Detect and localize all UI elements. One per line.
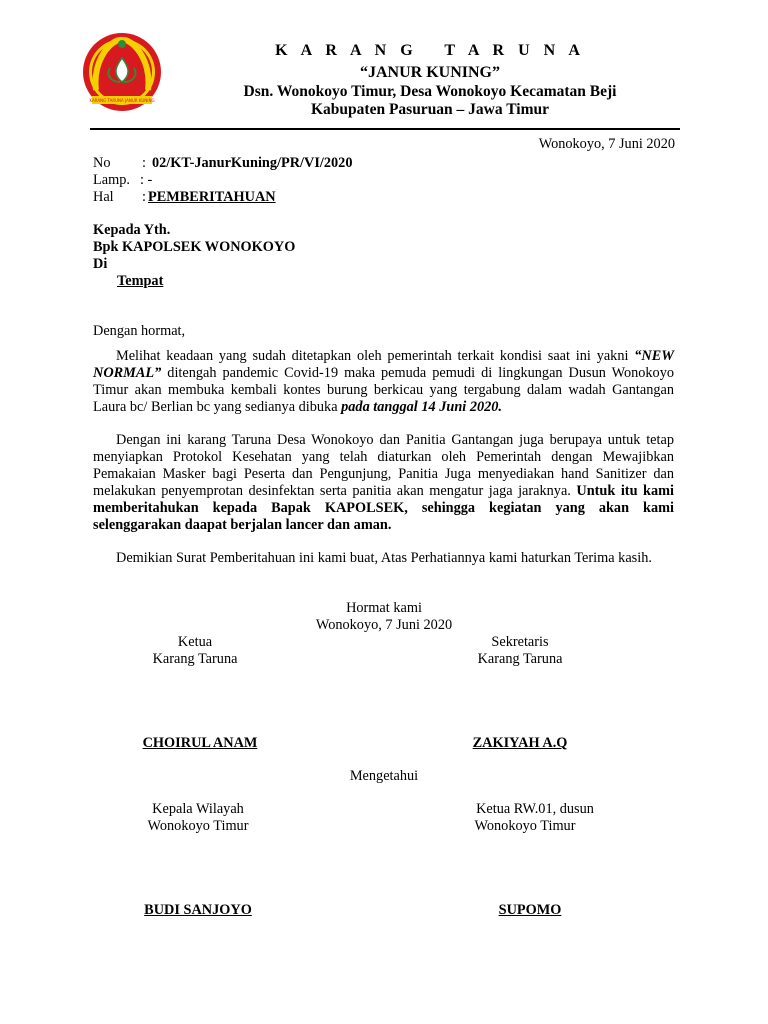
greeting: Dengan hormat, <box>93 323 186 339</box>
paragraph-1-text: Melihat keadaan yang sudah ditetapkan oleh pemerintah terkait kondisi saat ini yakni <box>116 348 635 364</box>
letter-number-label: No <box>93 155 111 171</box>
paragraph-1-new-normal: “NEW NORMAL” <box>93 348 674 381</box>
left-signer-title-2: Karang Taruna <box>152 651 238 667</box>
right-signer-name: ZAKIYAH A.Q <box>472 735 568 751</box>
left-approver-name: BUDI SANJOYO <box>144 902 252 918</box>
closing-date: Wonokoyo, 7 Juni 2020 <box>315 617 453 633</box>
attachment-label: Lamp. <box>93 172 130 188</box>
mengetahui-label: Mengetahui <box>349 768 419 784</box>
left-approver-title-1: Kepala Wilayah <box>152 801 244 817</box>
place-date: Wonokoyo, 7 Juni 2020 <box>538 136 675 152</box>
paragraph-1 <box>93 348 674 416</box>
logo-top-dot <box>118 40 126 48</box>
closing-hormat: Hormat kami <box>346 600 422 616</box>
paragraph-1-text-2: ditengah pandemic Covid-19 maka pemuda pemudi di lingkungan Dusun Wonokoyo Timur akan membuka kembali kontes burung berkicau yang tergabung dalam wadah Gantangan Laura bc/ Berlian bc yang sedianya dibuka <box>93 365 674 415</box>
letterhead-address-2: Kabupaten Pasuruan – Jawa Timur <box>310 101 549 118</box>
logo-caption: KARANG TARUNA JANUR KUNING <box>89 98 155 103</box>
paragraph-3: Demikian Surat Pemberitahuan ini kami buat, Atas Perhatiannya kami haturkan Terima kasih. <box>116 550 652 566</box>
recipient-line-3: Di <box>93 256 108 272</box>
letterhead-title: K A R A N G T A R U N A <box>275 42 585 59</box>
letterhead-address-1: Dsn. Wonokoyo Timur, Desa Wonokoyo Kecamatan Beji <box>243 83 617 100</box>
subject-label: Hal <box>93 189 114 205</box>
subject-value: PEMBERITAHUAN <box>148 189 276 205</box>
organization-logo <box>82 30 162 114</box>
recipient-line-1: Kepada Yth. <box>93 222 171 238</box>
right-approver-title-2: Wonokoyo Timur <box>474 818 576 834</box>
paragraph-2-emphasis: Untuk itu kami memberitahukan kepada Bapak KAPOLSEK, sehingga kegiatan yang akan kami selenggarakan daapat berjalan lancer dan aman. <box>93 483 674 533</box>
letterhead-subtitle: “JANUR KUNING” <box>360 64 500 81</box>
left-approver-title-2: Wonokoyo Timur <box>147 818 249 834</box>
right-signer-title-1: Sekretaris <box>491 634 549 650</box>
paragraph-1-date: pada tanggal 14 Juni 2020. <box>341 399 502 415</box>
left-signer-title-1: Ketua <box>177 634 213 650</box>
colon: : <box>142 155 146 171</box>
left-signer-name: CHOIRUL ANAM <box>142 735 258 751</box>
right-approver-name: SUPOMO <box>498 902 562 918</box>
paragraph-2 <box>93 432 674 534</box>
letter-number-value: 02/KT-JanurKuning/PR/VI/2020 <box>152 155 353 171</box>
attachment-value: : - <box>140 172 153 188</box>
colon: : <box>142 189 146 205</box>
recipient-line-2: Bpk KAPOLSEK WONOKOYO <box>93 239 296 255</box>
right-approver-title-1: Ketua RW.01, dusun <box>476 801 594 817</box>
letterhead-divider <box>90 128 680 130</box>
paragraph-2-text: Dengan ini karang Taruna Desa Wonokoyo dan Panitia Gantangan juga berupaya untuk tetap menyiapkan Protokol Kesehatan yang telah diaturkan oleh Pemerintah dengan Mewajibkan Pemakaian Masker bagi Peserta dan Pengunjung, Panitia Juga menyediakan hand Sanitizer dan melakukan penyemprotan desinfektan serta panitia akan mengatur jaga jaraknya. <box>93 432 674 499</box>
recipient-line-4: Tempat <box>117 273 164 289</box>
right-signer-title-2: Karang Taruna <box>477 651 563 667</box>
